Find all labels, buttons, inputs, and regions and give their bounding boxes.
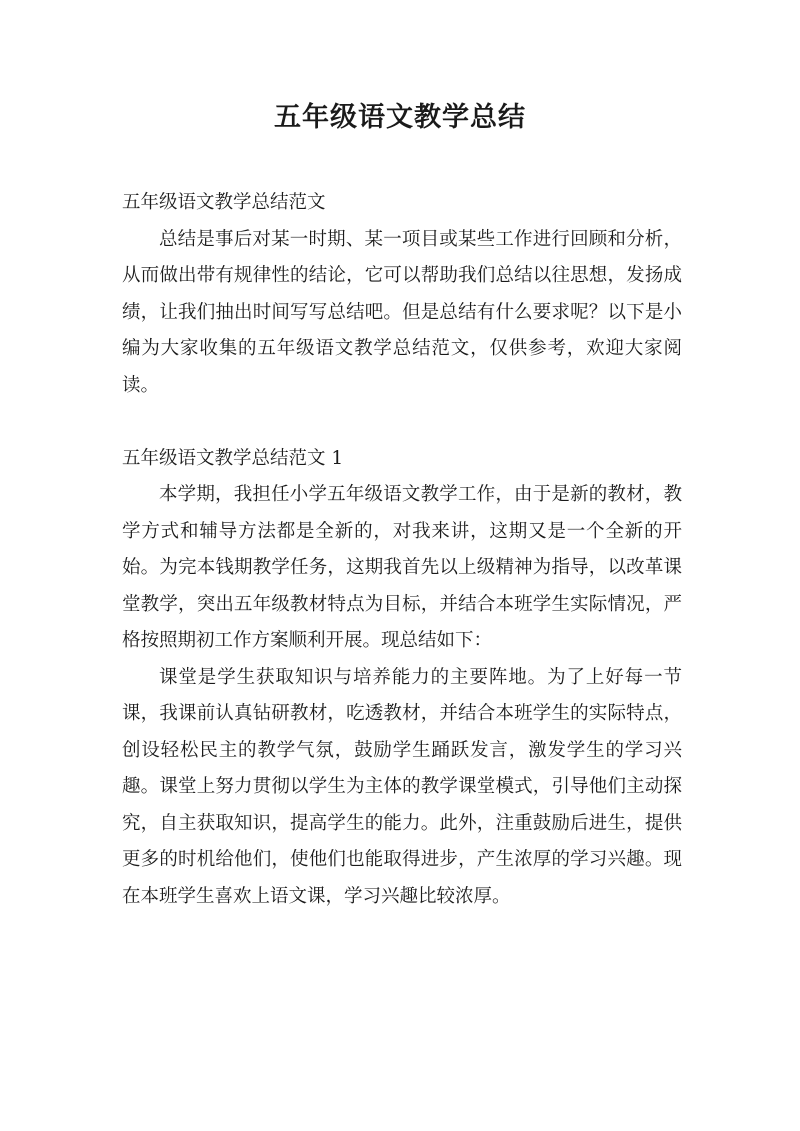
intro-heading: 五年级语文教学总结范文 [122,192,326,213]
section1-heading: 五年级语文教学总结范文 1 [122,447,344,469]
section-spacer [122,404,682,441]
document-title: 五年级语文教学总结 [274,102,526,133]
intro-paragraph: 总结是事后对某一时期、某一项目或某些工作进行回顾和分析，从而做出带有规律性的结论，它可以帮助我们总结以往思想，发扬成绩，让我们抽出时间写写总结吧。但是总结有什么要求呢？以下是小编为大家收集的五年级语文教学总结范文，仅供参考，欢迎大家阅读。 [122,228,682,396]
section1-paragraph-1: 本学期，我担任小学五年级语文教学工作，由于是新的教材，教学方式和辅导方法都是全新的，对我来讲，这期又是一个全新的开始。为完本钱期教学任务，这期我首先以上级精神为指导，以改革课堂教学，突出五年级教材特点为目标，并结合本班学生实际情况，严格按照期初工作方案顺利开展。现总结如下： [122,484,682,651]
document-body [122,185,682,915]
section1-paragraph-2: 课堂是学生获取知识与培养能力的主要阵地。为了上好每一节课，我课前认真钻研教材，吃透教材，并结合本班学生的实际特点，创设轻松民主的教学气氛，鼓励学生踊跃发言，激发学生的学习兴趣。课堂上努力贯彻以学生为主体的教学课堂模式，引导他们主动探究，自主获取知识，提高学生的能力。此外，注重鼓励后进生，提供更多的时机给他们，使他们也能取得进步，产生浓厚的学习兴趣。现在本班学生喜欢上语文课，学习兴趣比较浓厚。 [122,666,682,907]
